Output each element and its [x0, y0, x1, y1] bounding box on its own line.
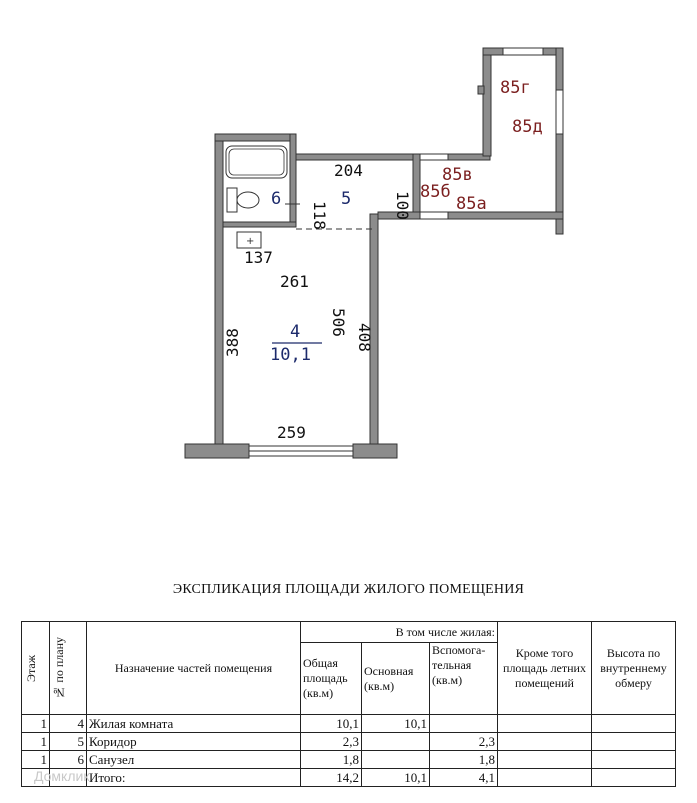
- header-floor: Этаж: [22, 622, 50, 715]
- cell-height: [592, 751, 676, 769]
- cell-aux: 1,8: [430, 751, 498, 769]
- area-85a: 85а: [456, 194, 487, 214]
- area-85d: 85д: [512, 117, 543, 137]
- cell-no: 6: [50, 751, 87, 769]
- dim-408: 408: [355, 323, 374, 352]
- cell-total: 14,2: [301, 769, 362, 787]
- wall-loggia-right: [556, 48, 563, 234]
- room-4-area: 10,1: [270, 345, 311, 365]
- table-row: [22, 733, 676, 751]
- header-purpose: Назначение частей помещения: [87, 622, 301, 715]
- dim-388: 388: [223, 328, 242, 357]
- cell-floor: 1: [22, 715, 50, 733]
- table-total-row: [22, 769, 676, 787]
- header-main: Основная (кв.м): [362, 643, 430, 715]
- dim-506: 506: [329, 308, 348, 337]
- area-85v: 85в: [442, 165, 473, 185]
- cell-main: 10,1: [362, 769, 430, 787]
- fixtures: [226, 146, 300, 248]
- bathtub-icon: [226, 146, 287, 178]
- table-row: [22, 715, 676, 733]
- header-incl-living: В том числе жилая:: [301, 622, 498, 643]
- cell-total: 1,8: [301, 751, 362, 769]
- cell-name: Итого:: [87, 769, 301, 787]
- area-85b: 85б: [420, 182, 451, 202]
- wall-bottom-right: [353, 444, 397, 458]
- header-plan-no: № по плану: [50, 622, 87, 715]
- wall-stub: [478, 86, 484, 94]
- dim-261: 261: [280, 272, 309, 291]
- cell-summer: [498, 733, 592, 751]
- table-row: [22, 751, 676, 769]
- cell-summer: [498, 769, 592, 787]
- cell-floor: 1: [22, 751, 50, 769]
- cell-no: 4: [50, 715, 87, 733]
- cell-aux: 4,1: [430, 769, 498, 787]
- wall-corridor-right: [413, 154, 420, 214]
- svg-text:+: +: [246, 236, 255, 247]
- plan-labels: [223, 78, 543, 442]
- cell-aux: [430, 715, 498, 733]
- wall-bath-bottom: [223, 222, 296, 227]
- cell-summer: [498, 751, 592, 769]
- dim-259: 259: [277, 423, 306, 442]
- cell-height: [592, 769, 676, 787]
- cell-height: [592, 715, 676, 733]
- window-loggia-top: [503, 48, 543, 55]
- cell-summer: [498, 715, 592, 733]
- area-85g: 85г: [500, 78, 531, 98]
- explication-table: [21, 621, 676, 787]
- cell-name: Санузел: [87, 751, 301, 769]
- room-5-label: 5: [341, 189, 352, 209]
- header-summer: Кроме того площадь летних помещений: [498, 622, 592, 715]
- header-height: Высота по внутреннему обмеру: [592, 622, 676, 715]
- toilet-tank-icon: [227, 188, 237, 212]
- toilet-icon: [237, 192, 259, 208]
- cell-name: Коридор: [87, 733, 301, 751]
- cell-main: 10,1: [362, 715, 430, 733]
- window-loggia-right: [556, 90, 563, 134]
- cell-aux: 2,3: [430, 733, 498, 751]
- cell-main: [362, 733, 430, 751]
- cell-no: 5: [50, 733, 87, 751]
- header-total-area: Общая площадь (кв.м): [301, 643, 362, 715]
- room-4-label: 4: [290, 322, 301, 342]
- cell-name: Жилая комната: [87, 715, 301, 733]
- cell-main: [362, 751, 430, 769]
- dim-100: 100: [393, 191, 412, 220]
- header-aux: Вспомога-тельная (кв.м): [430, 643, 498, 715]
- wall-bottom-left: [185, 444, 249, 458]
- wall-loggia-left: [483, 48, 491, 156]
- cell-floor: 1: [22, 733, 50, 751]
- dim-204: 204: [334, 161, 363, 180]
- cell-height: [592, 733, 676, 751]
- wall-corridor-top: [296, 154, 420, 160]
- room-6-label: 6: [271, 189, 282, 209]
- wall-top-bath: [215, 134, 295, 141]
- header-row-1: [22, 622, 676, 643]
- dim-118: 118: [310, 201, 329, 230]
- window-corridor: [420, 154, 448, 160]
- explication-title: ЭКСПЛИКАЦИЯ ПЛОЩАДИ ЖИЛОГО ПОМЕЩЕНИЯ: [172, 582, 525, 597]
- wall-left: [215, 134, 223, 446]
- cell-total: 10,1: [301, 715, 362, 733]
- dim-137: 137: [244, 248, 273, 267]
- walls: [185, 48, 563, 458]
- cell-total: 2,3: [301, 733, 362, 751]
- watermark: Домклик: [34, 768, 90, 784]
- wall-bath-right: [290, 134, 296, 226]
- window-loggia: [420, 212, 448, 219]
